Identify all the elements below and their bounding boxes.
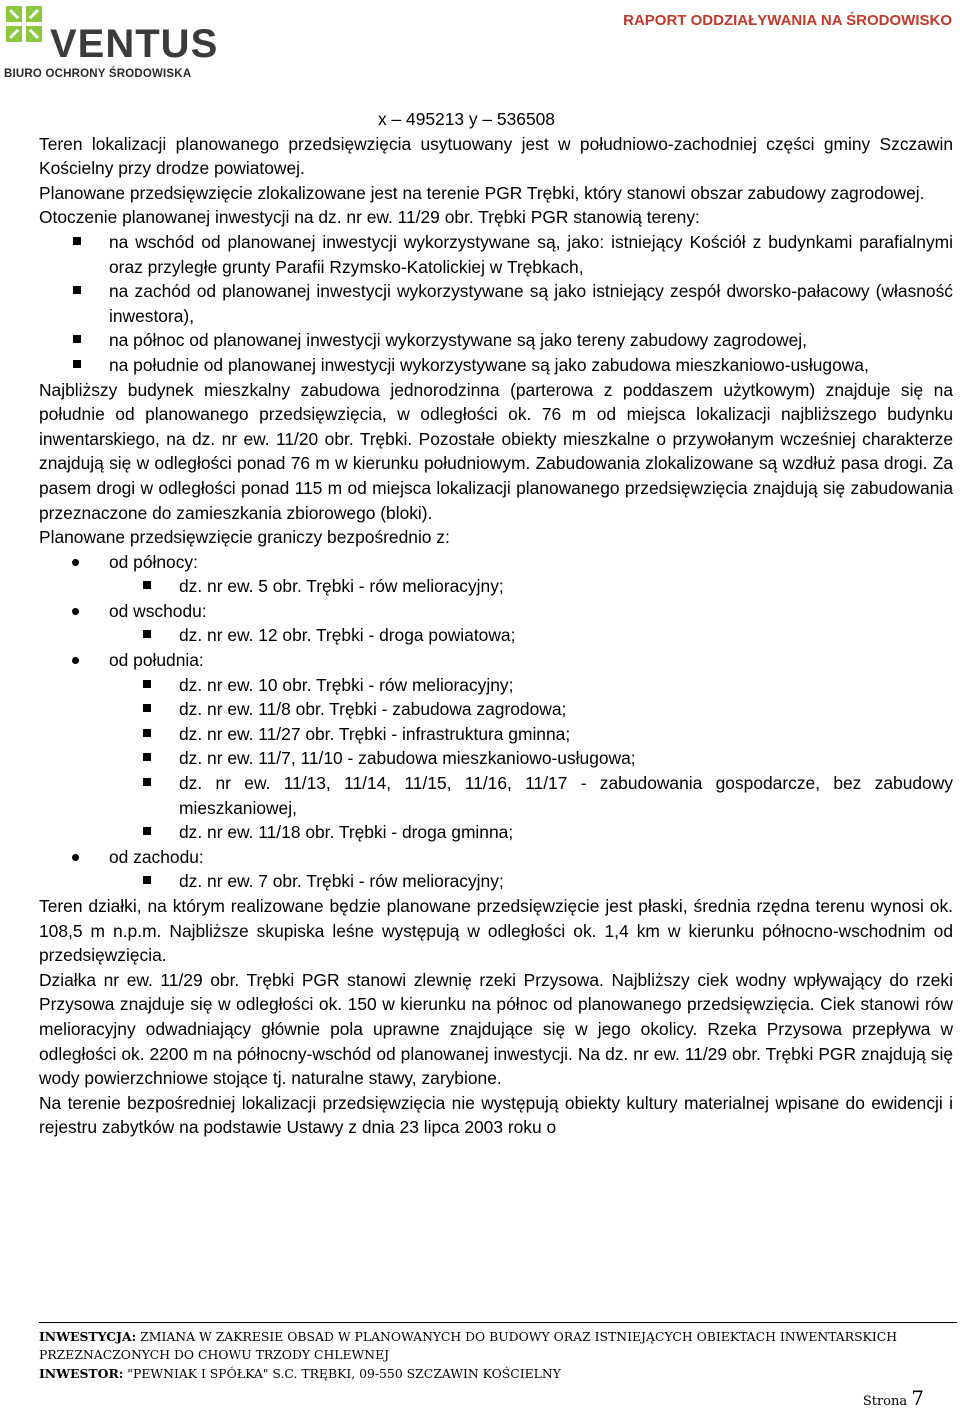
paragraph: Planowane przedsięwzięcie graniczy bezpośrednio z: [39,527,450,548]
ventus-logo [4,4,234,84]
paragraph: Teren lokalizacji planowanego przedsięwzięcia usytuowany jest w południowo-zachodniej części gminy Szczawin Kościelny przy drodze powiatowej. [39,133,953,179]
square-bullet-icon [73,237,81,245]
logo-mark-icon [4,4,50,66]
logo-name: VENTUS [50,22,219,66]
paragraph: Na terenie bezpośredniej lokalizacji przedsięwzięcia nie występują obiekty kultury materialnej wpisane do ewidencji i rejestru zabytków na podstawie Ustawy z dnia 23 lipca 2003 roku o [39,1092,953,1138]
square-bullet-icon [143,704,151,712]
list-item: na północ od planowanej inwestycji wykorzystywane są jako tereny zabudowy zagrodowej, [39,328,953,353]
square-bullet-icon [143,753,151,761]
report-title: RAPORT ODDZIAŁYWANIA NA ŚRODOWISKO [623,12,952,29]
investment-label: INWESTYCJA: [39,1329,137,1344]
square-bullet-icon [143,581,151,589]
list-item: na południe od planowanej inwestycji wykorzystywane są jako zabudowa mieszkaniowo-usługowa, [39,353,953,378]
investment-line [39,1328,957,1365]
coordinates: x – 495213 y – 536508 [378,109,555,129]
square-bullet-icon [143,778,151,786]
round-bullet-icon [72,854,79,861]
borders-list [39,550,953,894]
paragraph: Działka nr ew. 11/29 obr. Trębki PGR stanowi zlewnię rzeki Przysowa. Najbliższy ciek wodny wpływający do rzeki Przysowa znajduje się w odległości ok. 150 w kierunku na północ od planowanego przedsięwzięcia. Ciek stanowi rów melioracyjny odwadniający głównie pola uprawne znajdujące się w jego okolicy. Rzeka Przysowa przepływa w odległości ok. 2200 m na północny-wschód od planowanej inwestycji. Na dz. nr ew. 11/29 obr. Trębki PGR znajdują się wody powierzchniowe stojące tj. naturalne stawy, zarybione. [39,969,953,1089]
list-item: od południa: [39,648,953,673]
round-bullet-icon [72,657,79,664]
list-item: od wschodu: [39,599,953,624]
paragraph: Najbliższy budynek mieszkalny zabudowa jednorodzinna (parterowa z poddaszem użytkowym) znajduje się na południe od planowanego przedsięwzięcia, w odległości ok. 76 m od miejsca lokalizacji najbliższego budynku inwentarskiego, na dz. nr ew. 11/20 obr. Trębki. Pozostałe obiekty mieszkalne o przywołanym wcześniej charakterze znajdują się w odległości ponad 76 m w kierunku południowym. Zabudowania zlokalizowane są wzdłuż pasa drogi. Za pasem drogi w odległości ponad 115 m od miejsca lokalizacji planowanego przedsięwzięcia znajdują się zabudowania przeznaczone do zamieszkania zbiorowego (bloki). [39,379,953,523]
footer-divider [39,1322,957,1323]
list-item: dz. nr ew. 11/13, 11/14, 11/15, 11/16, 11/17 - zabudowania gospodarcze, bez zabudowy mieszkaniowej, [39,771,953,820]
page-footer [39,1328,957,1383]
page-number-value: 7 [911,1386,924,1410]
list-item: dz. nr ew. 11/18 obr. Trębki - droga gminna; [39,820,953,845]
page-number [863,1386,924,1410]
investor-text: "PEWNIAK I SPÓŁKA" S.C. TRĘBKI, 09-550 SZCZAWIN KOŚCIELNY [127,1365,561,1381]
list-item: na wschód od planowanej inwestycji wykorzystywane są, jako: istniejący Kościół z budynkami parafialnymi oraz przyległe grunty Parafii Rzymsko-Katolickiej w Trębkach, [39,230,953,279]
round-bullet-icon [72,608,79,615]
list-item: dz. nr ew. 11/7, 11/10 - zabudowa mieszkaniowo-usługowa; [39,746,953,771]
paragraph: Teren działki, na którym realizowane będzie planowane przedsięwzięcie jest płaski, średnia rzędna terenu wynosi ok. 108,5 m n.p.m. Najbliższe skupiska leśne występują w odległości ok. 1,4 km w kierunku północno-wschodnim od przedsięwzięcia. [39,896,953,966]
list-item: dz. nr ew. 5 obr. Trębki - rów melioracyjny; [39,574,953,599]
page-header [0,0,960,90]
investment-text: ZMIANA W ZAKRESIE OBSAD W PLANOWANYCH DO BUDOWY ORAZ ISTNIEJĄCYCH OBIEKTACH INWENTARSKICH PRZEZNACZONYCH DO CHOWU TRZODY CHLEWNEJ [39,1329,897,1363]
square-bullet-icon [143,729,151,737]
list-item: od północy: [39,550,953,575]
square-bullet-icon [73,286,81,294]
list-item: dz. nr ew. 7 obr. Trębki - rów melioracyjny; [39,869,953,894]
logo-subtitle: BIURO OCHRONY ŚRODOWISKA [4,68,192,80]
list-item: dz. nr ew. 11/27 obr. Trębki - infrastruktura gminna; [39,722,953,747]
list-item: na zachód od planowanej inwestycji wykorzystywane są jako istniejący zespół dworsko-pałacowy (własność inwestora), [39,279,953,328]
investor-label: INWESTOR: [39,1365,124,1381]
square-bullet-icon [73,335,81,343]
paragraph: Planowane przedsięwzięcie zlokalizowane jest na terenie PGR Trębki, który stanowi obszar zabudowy zagrodowej. [39,182,925,203]
square-bullet-icon [73,360,81,368]
list-item: dz. nr ew. 12 obr. Trębki - droga powiatowa; [39,623,953,648]
square-bullet-icon [143,876,151,884]
list-item: dz. nr ew. 10 obr. Trębki - rów melioracyjny; [39,673,953,698]
square-bullet-icon [143,827,151,835]
page-label: Strona [862,1394,908,1409]
square-bullet-icon [143,630,151,638]
round-bullet-icon [72,559,79,566]
list-item: dz. nr ew. 11/8 obr. Trębki - zabudowa zagrodowa; [39,697,953,722]
list-item: od zachodu: [39,845,953,870]
paragraph: Otoczenie planowanej inwestycji na dz. nr ew. 11/29 obr. Trębki PGR stanowią tereny: [39,207,700,228]
square-bullet-icon [143,680,151,688]
document-body [39,107,953,1140]
investor-line [39,1365,957,1383]
surroundings-list [39,230,953,378]
